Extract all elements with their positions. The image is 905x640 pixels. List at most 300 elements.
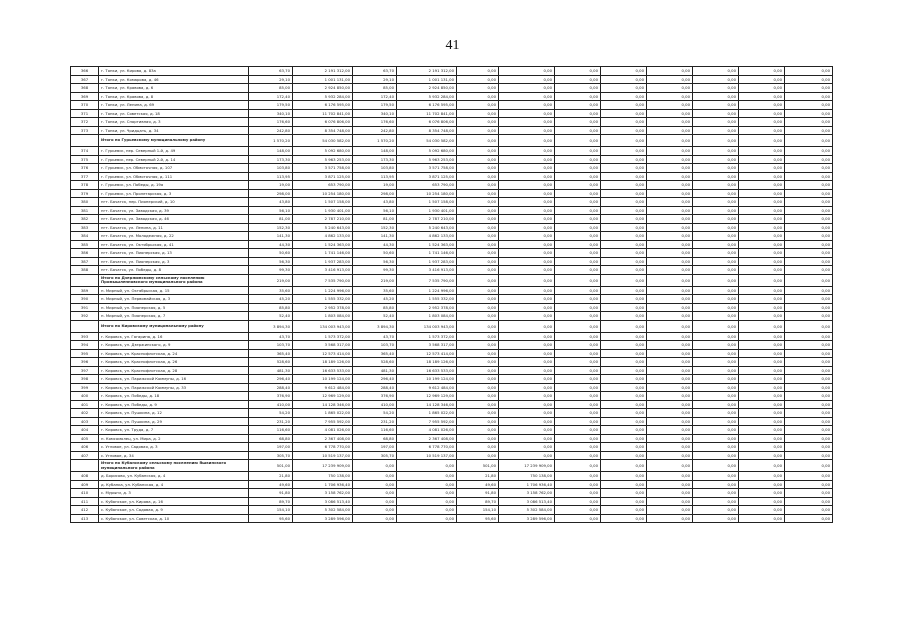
value-cell: 0,00 xyxy=(785,434,833,443)
value-cell: 0,00 xyxy=(601,341,647,350)
value-cell: 5 240 643,00 xyxy=(293,223,353,232)
value-cell: 0,00 xyxy=(601,164,647,173)
value-cell: 0,00 xyxy=(693,67,739,76)
value-cell: 0,00 xyxy=(457,274,499,286)
value-cell: 0,00 xyxy=(601,489,647,498)
value-cell: 0,00 xyxy=(601,366,647,375)
value-cell: 0,00 xyxy=(739,295,785,304)
value-cell: 0,00 xyxy=(353,514,397,523)
value-cell: 0,00 xyxy=(739,206,785,215)
value-cell: 750 138,00 xyxy=(499,472,555,481)
value-cell: 6 778 770,00 xyxy=(293,443,353,452)
value-cell: 0,00 xyxy=(647,135,693,147)
table-row xyxy=(71,451,833,460)
value-cell: 56,10 xyxy=(249,206,293,215)
row-number: 405 xyxy=(71,434,99,443)
value-cell: 0,00 xyxy=(647,514,693,523)
value-cell: 0,00 xyxy=(555,358,601,367)
value-cell: 2 924 850,00 xyxy=(293,84,353,93)
row-number: 372 xyxy=(71,118,99,127)
table-row xyxy=(71,75,833,84)
value-cell: 0,00 xyxy=(457,67,499,76)
address-cell: пгт. Бачатск, ул. Пионерская, д. 13 xyxy=(99,249,249,258)
value-cell: 172,40 xyxy=(353,92,397,101)
value-cell: 154,10 xyxy=(457,506,499,515)
value-cell: 0,00 xyxy=(647,109,693,118)
value-cell: 0,00 xyxy=(601,383,647,392)
address-cell: с. Кубанское, ул. Садовая, д. 9 xyxy=(99,506,249,515)
address-cell: г. Гурьевск, ул. Обмоточная, д. 111 xyxy=(99,172,249,181)
value-cell: 410,00 xyxy=(353,400,397,409)
value-cell: 0,00 xyxy=(647,249,693,258)
value-cell: 305,70 xyxy=(353,451,397,460)
row-number: 412 xyxy=(71,506,99,515)
value-cell: 11 702 841,00 xyxy=(397,109,457,118)
value-cell: 9 612 484,00 xyxy=(397,383,457,392)
value-cell: 0,00 xyxy=(601,506,647,515)
value-cell: 0,00 xyxy=(457,92,499,101)
address-cell: п. Комсомолец, ул. Мира, д. 2 xyxy=(99,434,249,443)
table-row xyxy=(71,206,833,215)
row-number: 400 xyxy=(71,392,99,401)
value-cell: 0,00 xyxy=(647,434,693,443)
value-cell: 173,30 xyxy=(249,155,293,164)
address-cell: Итого по Дзержинскому сельскому поселению Промышленновского муниципального района xyxy=(99,274,249,286)
value-cell: 0,00 xyxy=(693,84,739,93)
table-row xyxy=(71,514,833,523)
value-cell: 0,00 xyxy=(647,126,693,135)
value-cell: 50,60 xyxy=(353,249,397,258)
value-cell: 1 555 332,00 xyxy=(397,295,457,304)
value-cell: 0,00 xyxy=(555,312,601,321)
row-number: 410 xyxy=(71,489,99,498)
value-cell: 0,00 xyxy=(397,489,457,498)
value-cell: 0,00 xyxy=(693,514,739,523)
value-cell: 152,30 xyxy=(353,223,397,232)
value-cell: 5 302 584,00 xyxy=(293,506,353,515)
table-row xyxy=(71,480,833,489)
value-cell: 0,00 xyxy=(353,489,397,498)
value-cell: 0,00 xyxy=(739,266,785,275)
value-cell: 1 937 283,00 xyxy=(293,257,353,266)
value-cell: 0,00 xyxy=(647,155,693,164)
value-cell: 0,00 xyxy=(457,392,499,401)
value-cell: 653 790,00 xyxy=(397,181,457,190)
value-cell: 296,40 xyxy=(249,375,293,384)
value-cell: 0,00 xyxy=(785,286,833,295)
value-cell: 0,00 xyxy=(739,497,785,506)
value-cell: 0,00 xyxy=(601,514,647,523)
value-cell: 148,00 xyxy=(249,147,293,156)
value-cell: 0,00 xyxy=(693,266,739,275)
value-cell: 0,00 xyxy=(555,257,601,266)
row-number: 379 xyxy=(71,189,99,198)
table-row xyxy=(71,189,833,198)
value-cell: 113,95 xyxy=(249,172,293,181)
address-cell: г. Кировск, ул. Краснофлотская, д. 28 xyxy=(99,366,249,375)
value-cell: 1 706 936,40 xyxy=(293,480,353,489)
value-cell: 10 254 180,00 xyxy=(397,189,457,198)
value-cell: 0,00 xyxy=(693,375,739,384)
value-cell: 99,30 xyxy=(353,266,397,275)
value-cell: 0,00 xyxy=(693,417,739,426)
value-cell: 0,00 xyxy=(647,118,693,127)
value-cell: 0,00 xyxy=(499,400,555,409)
value-cell: 0,00 xyxy=(499,417,555,426)
value-cell: 0,00 xyxy=(601,295,647,304)
value-cell: 0,00 xyxy=(457,206,499,215)
value-cell: 0,00 xyxy=(499,274,555,286)
table-row xyxy=(71,249,833,258)
value-cell: 35,60 xyxy=(249,286,293,295)
value-cell: 288,40 xyxy=(353,383,397,392)
value-cell: 0,00 xyxy=(693,295,739,304)
value-cell: 154,10 xyxy=(249,506,293,515)
value-cell: 0,00 xyxy=(739,118,785,127)
value-cell: 0,00 xyxy=(647,451,693,460)
value-cell: 0,00 xyxy=(555,489,601,498)
value-cell: 8 354 748,00 xyxy=(397,126,457,135)
value-cell: 85,80 xyxy=(353,303,397,312)
value-cell: 501,00 xyxy=(249,460,293,472)
value-cell: 0,00 xyxy=(499,232,555,241)
value-cell: 0,00 xyxy=(457,451,499,460)
value-cell: 410,00 xyxy=(249,400,293,409)
value-cell: 0,00 xyxy=(601,75,647,84)
value-cell: 0,00 xyxy=(693,75,739,84)
table-row xyxy=(71,506,833,515)
value-cell: 10 519 137,00 xyxy=(293,451,353,460)
value-cell: 0,00 xyxy=(785,126,833,135)
address-cell: пгт. Бачатск, ул. Октябрьская, д. 41 xyxy=(99,240,249,249)
row-number: 396 xyxy=(71,358,99,367)
address-cell: г. Гурьевск, ул. Пролетарская, д. 3 xyxy=(99,189,249,198)
value-cell: 2 924 850,00 xyxy=(397,84,457,93)
value-cell: 0,00 xyxy=(693,460,739,472)
value-cell: 3 416 913,00 xyxy=(397,266,457,275)
value-cell: 0,00 xyxy=(785,232,833,241)
value-cell: 242,80 xyxy=(249,126,293,135)
value-cell: 5 932 284,00 xyxy=(293,92,353,101)
value-cell: 0,00 xyxy=(647,320,693,332)
value-cell: 0,00 xyxy=(555,67,601,76)
table-row xyxy=(71,126,833,135)
value-cell: 340,10 xyxy=(353,109,397,118)
value-cell: 148,00 xyxy=(353,147,397,156)
value-cell: 0,00 xyxy=(693,320,739,332)
value-cell: 3 871 125,00 xyxy=(293,172,353,181)
value-cell: 1 507 158,00 xyxy=(293,198,353,207)
value-cell: 17 239 909,00 xyxy=(499,460,555,472)
address-cell: г. Гурьевск, пер. Северный 1-й, д. 49 xyxy=(99,147,249,156)
value-cell: 0,00 xyxy=(499,451,555,460)
table-row xyxy=(71,341,833,350)
value-cell: 0,00 xyxy=(785,400,833,409)
table-row xyxy=(71,303,833,312)
value-cell: 1 224 996,00 xyxy=(293,286,353,295)
value-cell: 0,00 xyxy=(693,147,739,156)
row-number: 402 xyxy=(71,409,99,418)
value-cell: 0,00 xyxy=(693,198,739,207)
value-cell: 0,00 xyxy=(693,383,739,392)
value-cell: 0,00 xyxy=(457,181,499,190)
value-cell: 0,00 xyxy=(693,451,739,460)
value-cell: 0,00 xyxy=(555,266,601,275)
value-cell: 0,00 xyxy=(647,383,693,392)
table-row xyxy=(71,392,833,401)
value-cell: 56,10 xyxy=(353,206,397,215)
value-cell: 12 969 129,00 xyxy=(293,392,353,401)
value-cell: 0,00 xyxy=(457,366,499,375)
value-cell: 4 081 026,00 xyxy=(397,426,457,435)
row-number: 368 xyxy=(71,84,99,93)
value-cell: 0,00 xyxy=(499,383,555,392)
value-cell: 3 894,30 xyxy=(249,320,293,332)
value-cell: 3 894,30 xyxy=(353,320,397,332)
value-cell: 0,00 xyxy=(601,392,647,401)
value-cell: 0,00 xyxy=(555,472,601,481)
value-cell: 0,00 xyxy=(785,349,833,358)
value-cell: 5 932 284,00 xyxy=(397,92,457,101)
value-cell: 0,00 xyxy=(499,266,555,275)
value-cell: 0,00 xyxy=(601,480,647,489)
value-cell: 0,00 xyxy=(601,84,647,93)
value-cell: 0,00 xyxy=(739,172,785,181)
value-cell: 0,00 xyxy=(601,400,647,409)
value-cell: 0,00 xyxy=(457,358,499,367)
address-cell: г. Топки, ул. Кравова, д. 8 xyxy=(99,92,249,101)
value-cell: 0,00 xyxy=(739,312,785,321)
value-cell: 0,00 xyxy=(601,286,647,295)
value-cell: 0,00 xyxy=(457,75,499,84)
value-cell: 7 955 592,00 xyxy=(293,417,353,426)
value-cell: 0,00 xyxy=(647,206,693,215)
value-cell: 0,00 xyxy=(499,67,555,76)
value-cell: 0,00 xyxy=(555,92,601,101)
value-cell: 18 189 126,00 xyxy=(397,358,457,367)
value-cell: 0,00 xyxy=(457,155,499,164)
table-row xyxy=(71,312,833,321)
value-cell: 0,00 xyxy=(555,332,601,341)
value-cell: 63,70 xyxy=(249,67,293,76)
value-cell: 0,00 xyxy=(647,349,693,358)
value-cell: 91,80 xyxy=(457,489,499,498)
value-cell: 0,00 xyxy=(457,320,499,332)
value-cell: 0,00 xyxy=(457,189,499,198)
address-cell: пгт. Бачатск, ул. Заводская, д. 39 xyxy=(99,206,249,215)
value-cell: 16 633 533,00 xyxy=(293,366,353,375)
value-cell: 0,00 xyxy=(739,67,785,76)
value-cell: 56,30 xyxy=(249,257,293,266)
value-cell: 9 612 484,00 xyxy=(293,383,353,392)
value-cell: 0,00 xyxy=(555,274,601,286)
row-number: 408 xyxy=(71,472,99,481)
value-cell: 0,00 xyxy=(739,164,785,173)
value-cell: 0,00 xyxy=(601,126,647,135)
value-cell: 0,00 xyxy=(647,286,693,295)
value-cell: 0,00 xyxy=(785,223,833,232)
row-number: 398 xyxy=(71,375,99,384)
value-cell: 43,70 xyxy=(353,332,397,341)
table-subtotal-row xyxy=(71,274,833,286)
value-cell: 0,00 xyxy=(555,400,601,409)
value-cell: 85,00 xyxy=(353,84,397,93)
value-cell: 1 573 372,00 xyxy=(397,332,457,341)
row-number: 366 xyxy=(71,67,99,76)
value-cell: 340,10 xyxy=(249,109,293,118)
value-cell: 0,00 xyxy=(739,366,785,375)
row-number: 373 xyxy=(71,126,99,135)
value-cell: 0,00 xyxy=(499,303,555,312)
value-cell: 0,00 xyxy=(647,341,693,350)
value-cell: 0,00 xyxy=(457,232,499,241)
address-cell: г. Кировск, ул. Труда, д. 7 xyxy=(99,426,249,435)
row-number: 411 xyxy=(71,497,99,506)
row-number: 381 xyxy=(71,206,99,215)
value-cell: 56,30 xyxy=(353,257,397,266)
value-cell: 0,00 xyxy=(739,215,785,224)
row-number: 374 xyxy=(71,147,99,156)
table-row xyxy=(71,172,833,181)
value-cell: 0,00 xyxy=(739,75,785,84)
value-cell: 3 289 596,00 xyxy=(499,514,555,523)
address-cell: г. Кировск, ул. Пушкина, д. 12 xyxy=(99,409,249,418)
value-cell: 0,00 xyxy=(739,443,785,452)
value-cell: 44,30 xyxy=(249,240,293,249)
value-cell: 0,00 xyxy=(499,426,555,435)
value-cell: 0,00 xyxy=(739,375,785,384)
value-cell: 0,00 xyxy=(647,375,693,384)
value-cell: 0,00 xyxy=(693,215,739,224)
value-cell: 0,00 xyxy=(647,164,693,173)
address-cell: п. Мирный, ул. Октябрьская, д. 15 xyxy=(99,286,249,295)
address-cell: г. Кировск, ул. Парижской Коммуны, д. 33 xyxy=(99,383,249,392)
value-cell: 0,00 xyxy=(601,274,647,286)
address-cell: д. Кубанка, ул. Кубанская, д. 4 xyxy=(99,480,249,489)
value-cell: 0,00 xyxy=(499,249,555,258)
value-cell: 0,00 xyxy=(555,118,601,127)
value-cell: 197,00 xyxy=(353,443,397,452)
value-cell: 0,00 xyxy=(499,198,555,207)
value-cell: 0,00 xyxy=(555,426,601,435)
value-cell: 0,00 xyxy=(739,286,785,295)
value-cell: 219,00 xyxy=(249,274,293,286)
value-cell: 4 862 133,00 xyxy=(397,232,457,241)
value-cell: 1 706 936,40 xyxy=(499,480,555,489)
value-cell: 134 003 943,00 xyxy=(397,320,457,332)
value-cell: 0,00 xyxy=(693,232,739,241)
value-cell: 1 937 283,00 xyxy=(397,257,457,266)
value-cell: 103,80 xyxy=(353,164,397,173)
value-cell: 0,00 xyxy=(555,366,601,375)
value-cell: 501,00 xyxy=(457,460,499,472)
value-cell: 52,40 xyxy=(353,312,397,321)
value-cell: 0,00 xyxy=(785,303,833,312)
value-cell: 0,00 xyxy=(693,426,739,435)
value-cell: 0,00 xyxy=(555,164,601,173)
value-cell: 3 571 758,00 xyxy=(293,164,353,173)
value-cell: 0,00 xyxy=(693,206,739,215)
value-cell: 0,00 xyxy=(785,409,833,418)
row-number: 387 xyxy=(71,257,99,266)
value-cell: 63,70 xyxy=(353,67,397,76)
value-cell: 0,00 xyxy=(739,232,785,241)
value-cell: 0,00 xyxy=(353,472,397,481)
value-cell: 0,00 xyxy=(499,392,555,401)
value-cell: 0,00 xyxy=(785,155,833,164)
value-cell: 0,00 xyxy=(647,181,693,190)
value-cell: 0,00 xyxy=(499,147,555,156)
value-cell: 481,30 xyxy=(353,366,397,375)
value-cell: 0,00 xyxy=(785,67,833,76)
value-cell: 0,00 xyxy=(601,118,647,127)
value-cell: 0,00 xyxy=(499,312,555,321)
table-row xyxy=(71,198,833,207)
value-cell: 0,00 xyxy=(457,434,499,443)
address-cell: с. Кубанское, ул. Советская, д. 10 xyxy=(99,514,249,523)
table-row xyxy=(71,366,833,375)
value-cell: 0,00 xyxy=(499,320,555,332)
value-cell: 528,60 xyxy=(353,358,397,367)
value-cell: 6 176 595,00 xyxy=(397,101,457,110)
value-cell: 0,00 xyxy=(647,257,693,266)
address-cell: г. Кировск, ул. Дзержинского, д. 9 xyxy=(99,341,249,350)
value-cell: 0,00 xyxy=(601,215,647,224)
table-row xyxy=(71,92,833,101)
value-cell: 0,00 xyxy=(555,417,601,426)
value-cell: 0,00 xyxy=(785,92,833,101)
value-cell: 141,30 xyxy=(249,232,293,241)
value-cell: 1 865 022,00 xyxy=(397,409,457,418)
value-cell: 116,60 xyxy=(353,426,397,435)
value-cell: 0,00 xyxy=(647,400,693,409)
row-number: 385 xyxy=(71,240,99,249)
value-cell: 10 199 124,00 xyxy=(293,375,353,384)
value-cell: 0,00 xyxy=(499,189,555,198)
value-cell: 0,00 xyxy=(555,215,601,224)
value-cell: 0,00 xyxy=(693,109,739,118)
value-cell: 0,00 xyxy=(647,240,693,249)
value-cell: 0,00 xyxy=(739,249,785,258)
address-cell: г. Топки, ул. Кирова, д. 83а xyxy=(99,67,249,76)
value-cell: 5 302 584,00 xyxy=(499,506,555,515)
address-cell: пгт. Бачатск, ул. Пионерская, д. 3 xyxy=(99,257,249,266)
value-cell: 0,00 xyxy=(739,223,785,232)
value-cell: 172,40 xyxy=(249,92,293,101)
value-cell: 0,00 xyxy=(785,443,833,452)
value-cell: 0,00 xyxy=(739,383,785,392)
address-cell: пгт. Бачатск, пер. Пионерский, д. 10 xyxy=(99,198,249,207)
value-cell: 0,00 xyxy=(601,198,647,207)
value-cell: 0,00 xyxy=(499,332,555,341)
value-cell: 0,00 xyxy=(785,375,833,384)
value-cell: 0,00 xyxy=(457,266,499,275)
value-cell: 0,00 xyxy=(785,147,833,156)
value-cell: 0,00 xyxy=(785,332,833,341)
value-cell: 81,00 xyxy=(353,215,397,224)
value-cell: 0,00 xyxy=(457,240,499,249)
value-cell: 0,00 xyxy=(555,249,601,258)
value-cell: 0,00 xyxy=(647,84,693,93)
value-cell: 0,00 xyxy=(647,506,693,515)
address-cell: г. Кировск, ул. Парижской Коммуны, д. 16 xyxy=(99,375,249,384)
value-cell: 0,00 xyxy=(397,514,457,523)
value-cell: 0,00 xyxy=(647,189,693,198)
value-cell: 0,00 xyxy=(555,286,601,295)
value-cell: 0,00 xyxy=(457,286,499,295)
table-row xyxy=(71,417,833,426)
value-cell: 0,00 xyxy=(499,257,555,266)
